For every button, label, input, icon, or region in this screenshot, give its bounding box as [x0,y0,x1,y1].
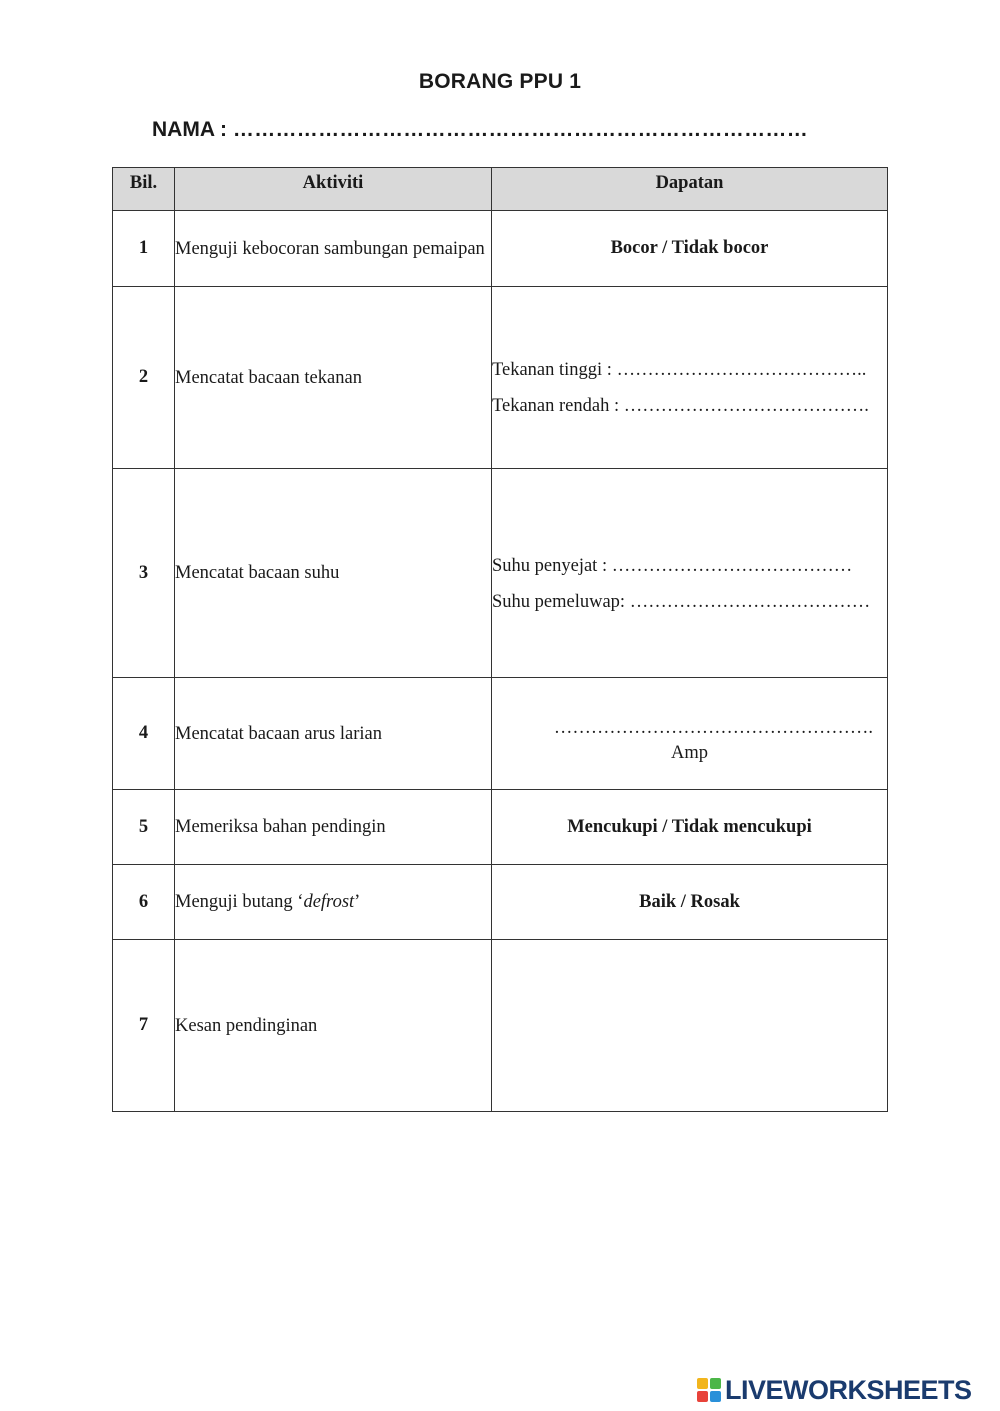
result-options[interactable]: Bocor / Tidak bocor [492,211,888,287]
current-field[interactable]: ……………………………………………. [553,717,873,738]
name-field[interactable] [152,118,808,142]
liveworksheets-logo [697,1376,972,1404]
row-number: 7 [113,940,175,1112]
low-pressure-field[interactable]: Tekanan rendah : …………………………………. [492,396,869,416]
activity-cell: Mencatat bacaan tekanan [175,287,492,469]
activity-cell: Mencatat bacaan suhu [175,469,492,678]
result-cell [492,469,888,678]
logo-block [710,1378,721,1389]
table-header-row [113,168,888,211]
row-number: 5 [113,790,175,865]
table-row [113,469,888,678]
table-row [113,287,888,469]
evaporator-temp-field[interactable]: Suhu penyejat : ………………………………… [492,555,853,576]
name-dotted-line[interactable]: ……………………………………………………………………… [232,118,808,141]
row-number: 2 [113,287,175,469]
activity-cell: Menguji kebocoran sambungan pemaipan [175,211,492,287]
table-row [113,678,888,790]
table-row [113,211,888,287]
result-cell [492,678,888,790]
row-number: 6 [113,865,175,940]
activity-cell: Memeriksa bahan pendingin [175,790,492,865]
table-row [113,790,888,865]
activity-table [112,167,888,1112]
form-title: BORANG PPU 1 [418,70,582,93]
row-number: 4 [113,678,175,790]
result-cell [492,287,888,469]
logo-block [697,1391,708,1402]
header-bil: Bil. [113,168,175,211]
activity-text-end: ’ [354,892,361,912]
logo-block [710,1391,721,1402]
unit-label: Amp [671,742,708,763]
activity-text: Menguji butang ‘ [175,892,304,912]
table-row [113,865,888,940]
activity-cell: Kesan pendinginan [175,940,492,1112]
name-label: NAMA : [152,118,228,141]
logo-block [697,1378,708,1389]
high-pressure-field[interactable]: Tekanan tinggi : ………………………………….. [492,360,867,380]
row-number: 1 [113,211,175,287]
result-options[interactable]: Baik / Rosak [492,865,888,940]
result-blank-area[interactable] [492,940,888,1112]
condenser-temp-field[interactable]: Suhu pemeluwap: ………………………………… [492,591,871,612]
header-aktiviti: Aktiviti [175,168,492,211]
activity-cell [175,865,492,940]
table-row [113,940,888,1112]
activity-cell: Mencatat bacaan arus larian [175,678,492,790]
header-dapatan: Dapatan [492,168,888,211]
result-options[interactable]: Mencukupi / Tidak mencukupi [492,790,888,865]
logo-blocks-icon [697,1378,721,1402]
logo-text: LIVEWORKSHEETS [725,1374,972,1405]
row-number: 3 [113,469,175,678]
activity-emphasis: defrost [303,892,355,912]
